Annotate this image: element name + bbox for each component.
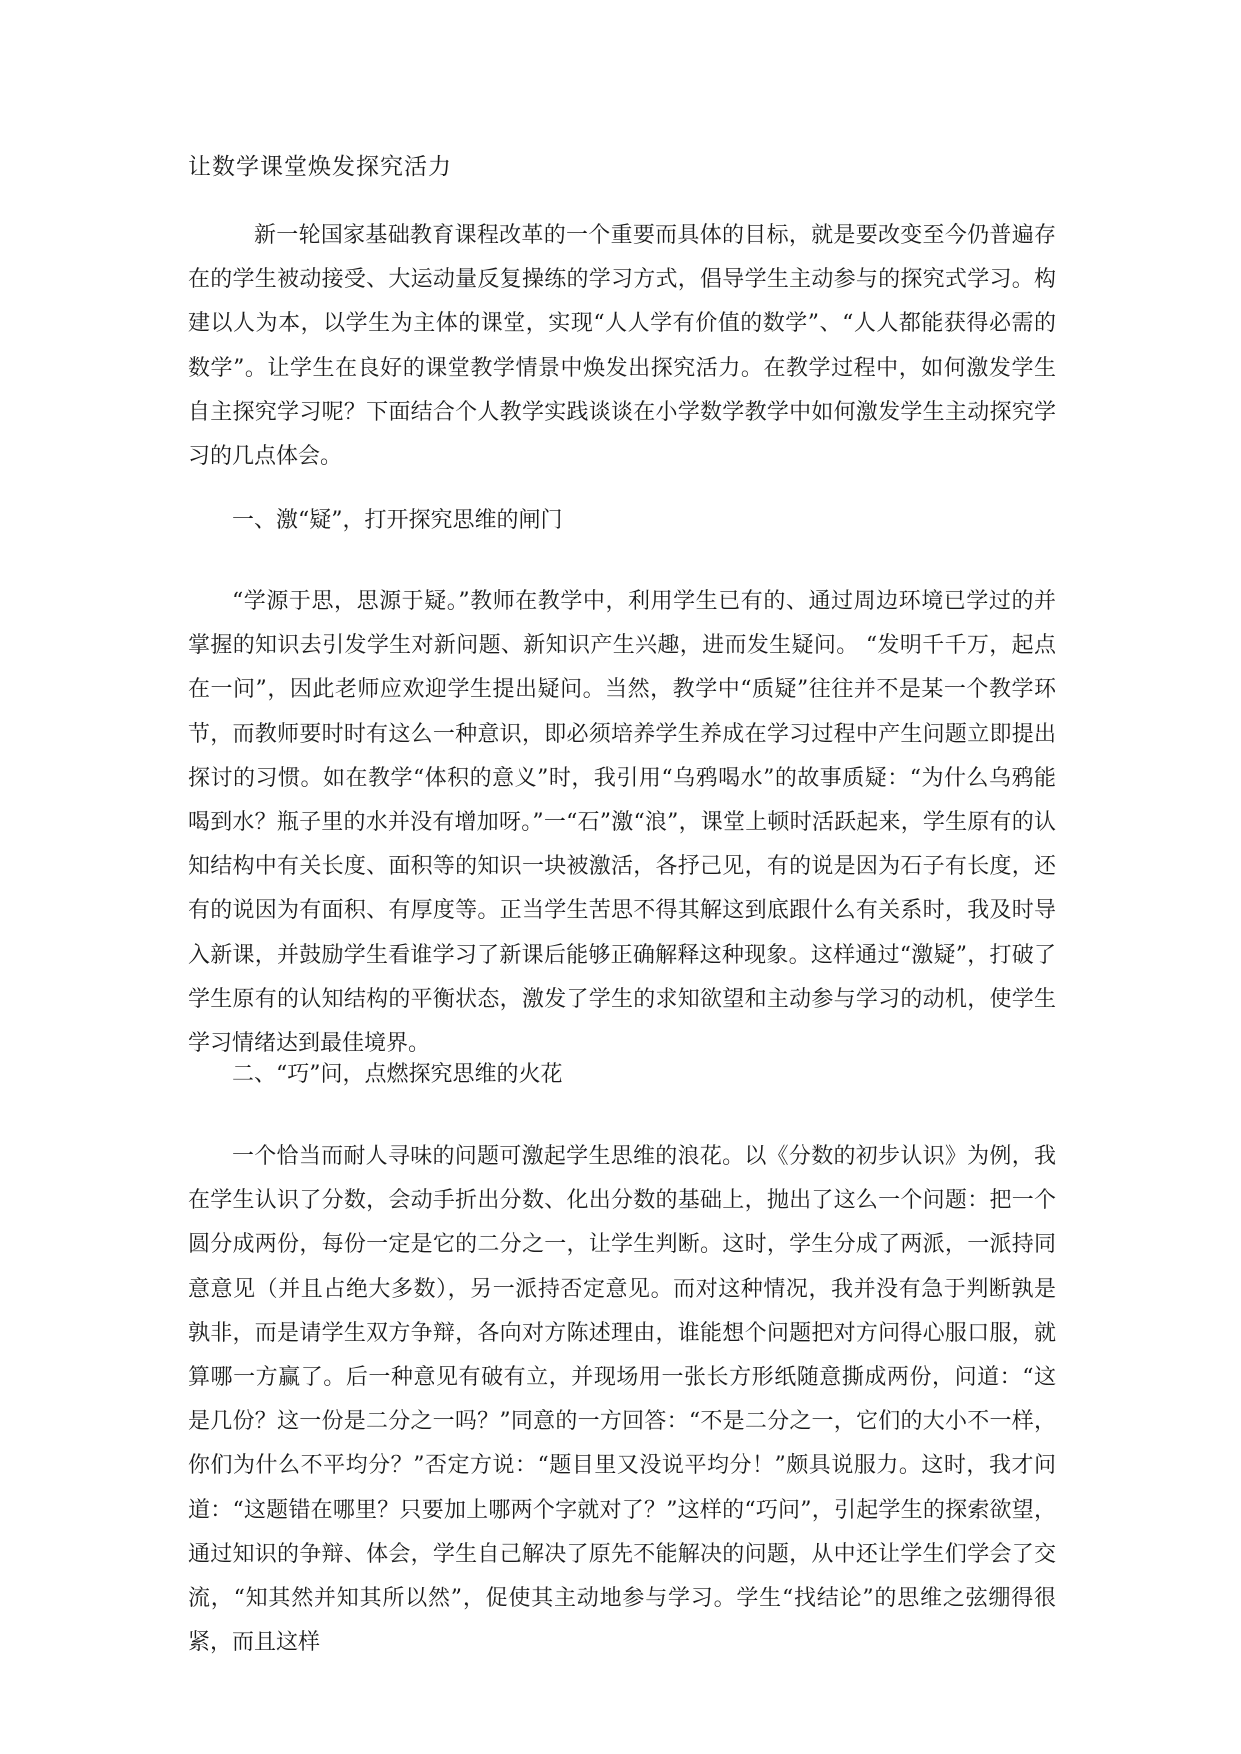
section-heading-1: 一、激“疑”，打开探究思维的闸门 xyxy=(232,508,563,533)
section-heading-2: 二、“巧”问，点燃探究思维的火花 xyxy=(232,1062,563,1087)
intro-paragraph: 新一轮国家基础教育课程改革的一个重要而具体的目标，就是要改变至今仍普遍存在的学生被动接受、大运动量反复操练的学习方式，倡导学生主动参与的探究式学习。构建以人为本，以学生为主体的课堂，实现“人人学有价值的数学”、“人人都能获得必需的数学”。让学生在良好的课堂教学情景中焕发出探究活力。在教学过程中，如何激发学生自主探究学习呢？下面结合个人教学实践谈谈在小学数学教学中如何激发学生主动探究学习的几点体会。 xyxy=(188,223,1056,470)
section-1-paragraph: “学源于思，思源于疑。”教师在教学中，利用学生已有的、通过周边环境已学过的并掌握的知识去引发学生对新问题、新知识产生兴趣，进而发生疑问。 “发明千千万，起点在一问”，因此老师应欢迎学生提出疑问。当然，教学中“质疑”往往并不是某一个教学环节，而教师要时时有这么一种意识，即必须培养学生养成在学习过程中产生问题立即提出探讨的习惯。如在教学“体积的意义”时，我引用“乌鸦喝水”的故事质疑：“为什么乌鸦能喝到水？瓶子里的水并没有增加呀。”一“石”激“浪”，课堂上顿时活跃起来，学生原有的认知结构中有关长度、面积等的知识一块被激活，各抒己见，有的说是因为石子有长度，还有的说因为有面积、有厚度等。正当学生苦思不得其解这到底跟什么有关系时，我及时导入新课，并鼓励学生看谁学习了新课后能够正确解释这种现象。这样通过“激疑”，打破了学生原有的认知结构的平衡状态，激发了学生的求知欲望和主动参与学习的动机，使学生学习情绪达到最佳境界。 xyxy=(188,589,1056,1057)
section-2-paragraph: 一个恰当而耐人寻味的问题可激起学生思维的浪花。以《分数的初步认识》为例，我在学生认识了分数，会动手折出分数、化出分数的基础上，抛出了这么一个问题：把一个圆分成两份，每份一定是它的二分之一，让学生判断。这时，学生分成了两派，一派持同意意见（并且占绝大多数），另一派持否定意见。而对这种情况，我并没有急于判断孰是孰非，而是请学生双方争辩，各向对方陈述理由，谁能想个问题把对方问得心服口服，就算哪一方赢了。后一种意见有破有立，并现场用一张长方形纸随意撕成两份，问道：“这是几份？这一份是二分之一吗？”同意的一方回答：“不是二分之一，它们的大小不一样，你们为什么不平均分？”否定方说：“题目里又没说平均分！”颇具说服力。这时，我才问道：“这题错在哪里？只要加上哪两个字就对了？”这样的“巧问”，引起学生的探索欲望，通过知识的争辩、体会，学生自己解决了原先不能解决的问题，从中还让学生们学会了交流，“知其然并知其所以然”，促使其主动地参与学习。学生“找结论”的思维之弦绷得很紧，而且这样 xyxy=(188,1144,1056,1656)
document-title: 让数学课堂焕发探究活力 xyxy=(188,154,452,180)
